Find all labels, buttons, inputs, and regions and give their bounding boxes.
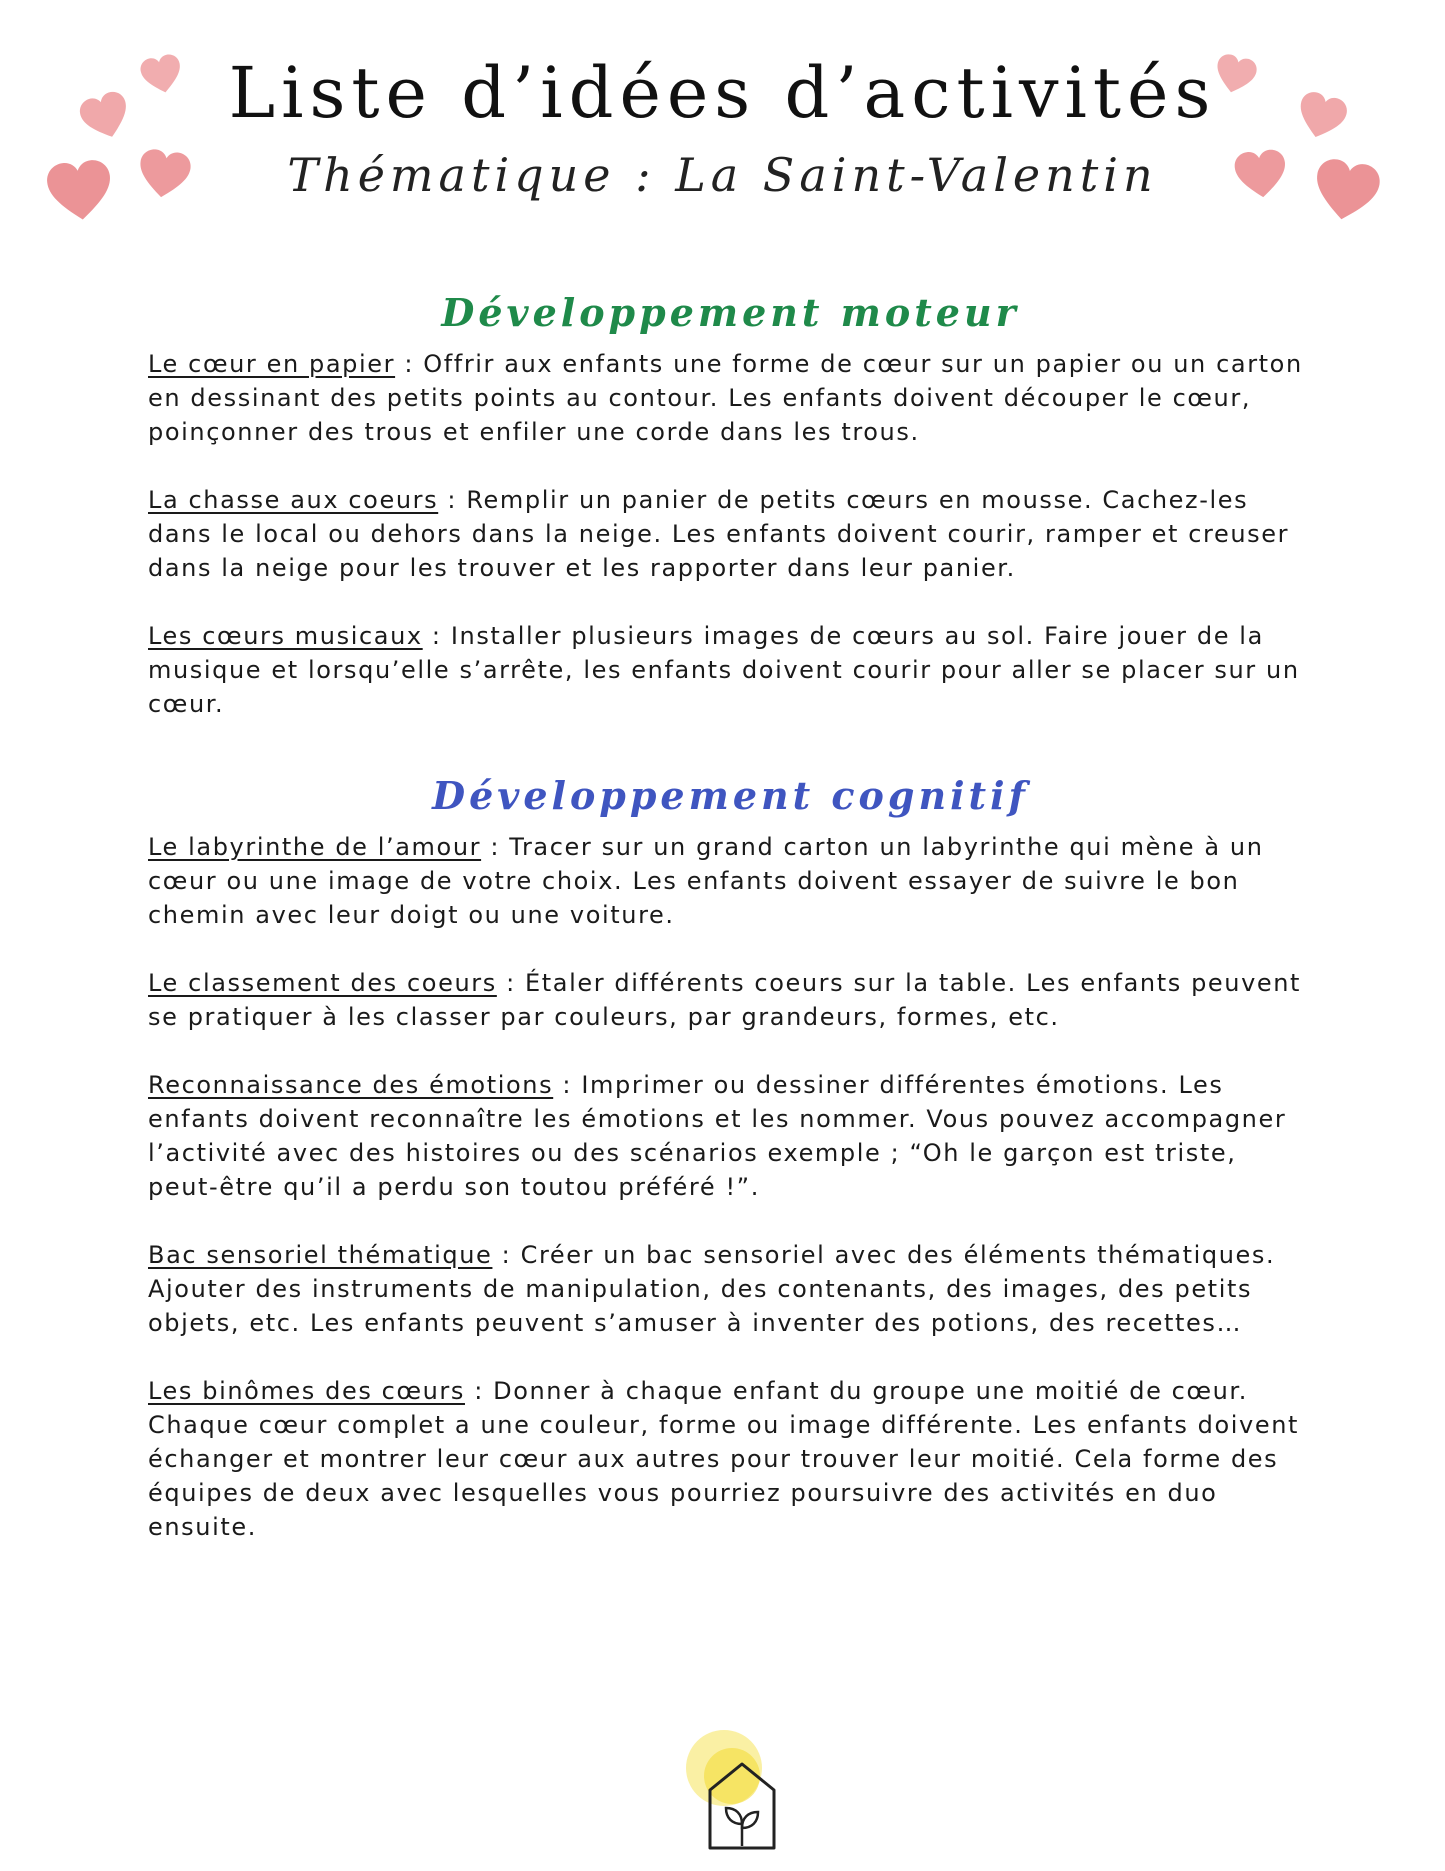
activity-description: : Offrir aux enfants une forme de cœur sur un papier ou un carton en dessinant des petits points au contour. Les enfants doivent découper le cœur, poinçonner des trous et enfiler une corde dans les trous. <box>148 350 1303 446</box>
section-heading-cognitive: Développement cognitif <box>432 773 1029 818</box>
activity-description: : Remplir un panier de petits cœurs en mousse. Cachez-les dans le local ou dehors dans la neige. Les enfants doivent courir, ramper et creuser dans la neige pour les trouver et les rapporter dans leur panier. <box>148 486 1290 582</box>
activity-list <box>148 290 1313 1544</box>
section-heading-motor: Développement moteur <box>441 290 1020 335</box>
activity-item <box>148 619 1313 721</box>
activity-description: : Étaler différents coeurs sur la table. Les enfants peuvent se pratiquer à les classer par couleurs, par grandeurs, formes, etc. <box>148 969 1302 1031</box>
activity-item <box>148 966 1313 1034</box>
activity-description: : Créer un bac sensoriel avec des éléments thématiques. Ajouter des instruments de manipulation, des contenants, des images, des petits objets, etc. Les enfants peuvent s’amuser à inventer des potions, des recettes… <box>148 1241 1276 1337</box>
page-subtitle: Thématique : La Saint-Valentin <box>287 148 1158 202</box>
activity-name: Bac sensoriel thématique <box>148 1241 493 1269</box>
activity-item <box>148 483 1313 585</box>
activity-description: : Tracer sur un grand carton un labyrinthe qui mène à un cœur ou une image de votre choix. Les enfants doivent essayer de suivre le bon chemin avec leur doigt ou une voiture. <box>148 833 1264 929</box>
activity-name: Le cœur en papier <box>148 350 396 378</box>
activity-name: Reconnaissance des émotions <box>148 1071 554 1099</box>
activity-item <box>148 347 1313 449</box>
house-sprout-logo-icon <box>672 1728 802 1858</box>
activity-name: Les binômes des cœurs <box>148 1377 465 1405</box>
activity-name: La chasse aux coeurs <box>148 486 439 514</box>
page-title: Liste d’idées d’activités <box>228 52 1217 134</box>
activity-name: Les cœurs musicaux <box>148 622 423 650</box>
activity-description: : Installer plusieurs images de cœurs au sol. Faire jouer de la musique et lorsqu’elle s’arrête, les enfants doivent courir pour aller se placer sur un cœur. <box>148 622 1300 718</box>
activity-description: : Donner à chaque enfant du groupe une moitié de cœur. Chaque cœur complet a une couleur, forme ou image différente. Les enfants doivent échanger et montrer leur cœur aux autres pour trouver leur moitié. Cela forme des équipes de deux avec lesquelles vous pourriez poursuivre des activités en duo ensuite. <box>148 1377 1300 1541</box>
activity-name: Le classement des coeurs <box>148 969 497 997</box>
activity-item <box>148 830 1313 932</box>
activity-description: : Imprimer ou dessiner différentes émotions. Les enfants doivent reconnaître les émotions et les nommer. Vous pouvez accompagner l’activité avec des histoires ou des scénarios exemple ; “Oh le garçon est triste, peut-être qu’il a perdu son toutou préféré !”. <box>148 1071 1287 1201</box>
activity-item <box>148 1374 1313 1544</box>
activity-name: Le labyrinthe de l’amour <box>148 833 482 861</box>
activity-item <box>148 1068 1313 1204</box>
activity-item <box>148 1238 1313 1340</box>
